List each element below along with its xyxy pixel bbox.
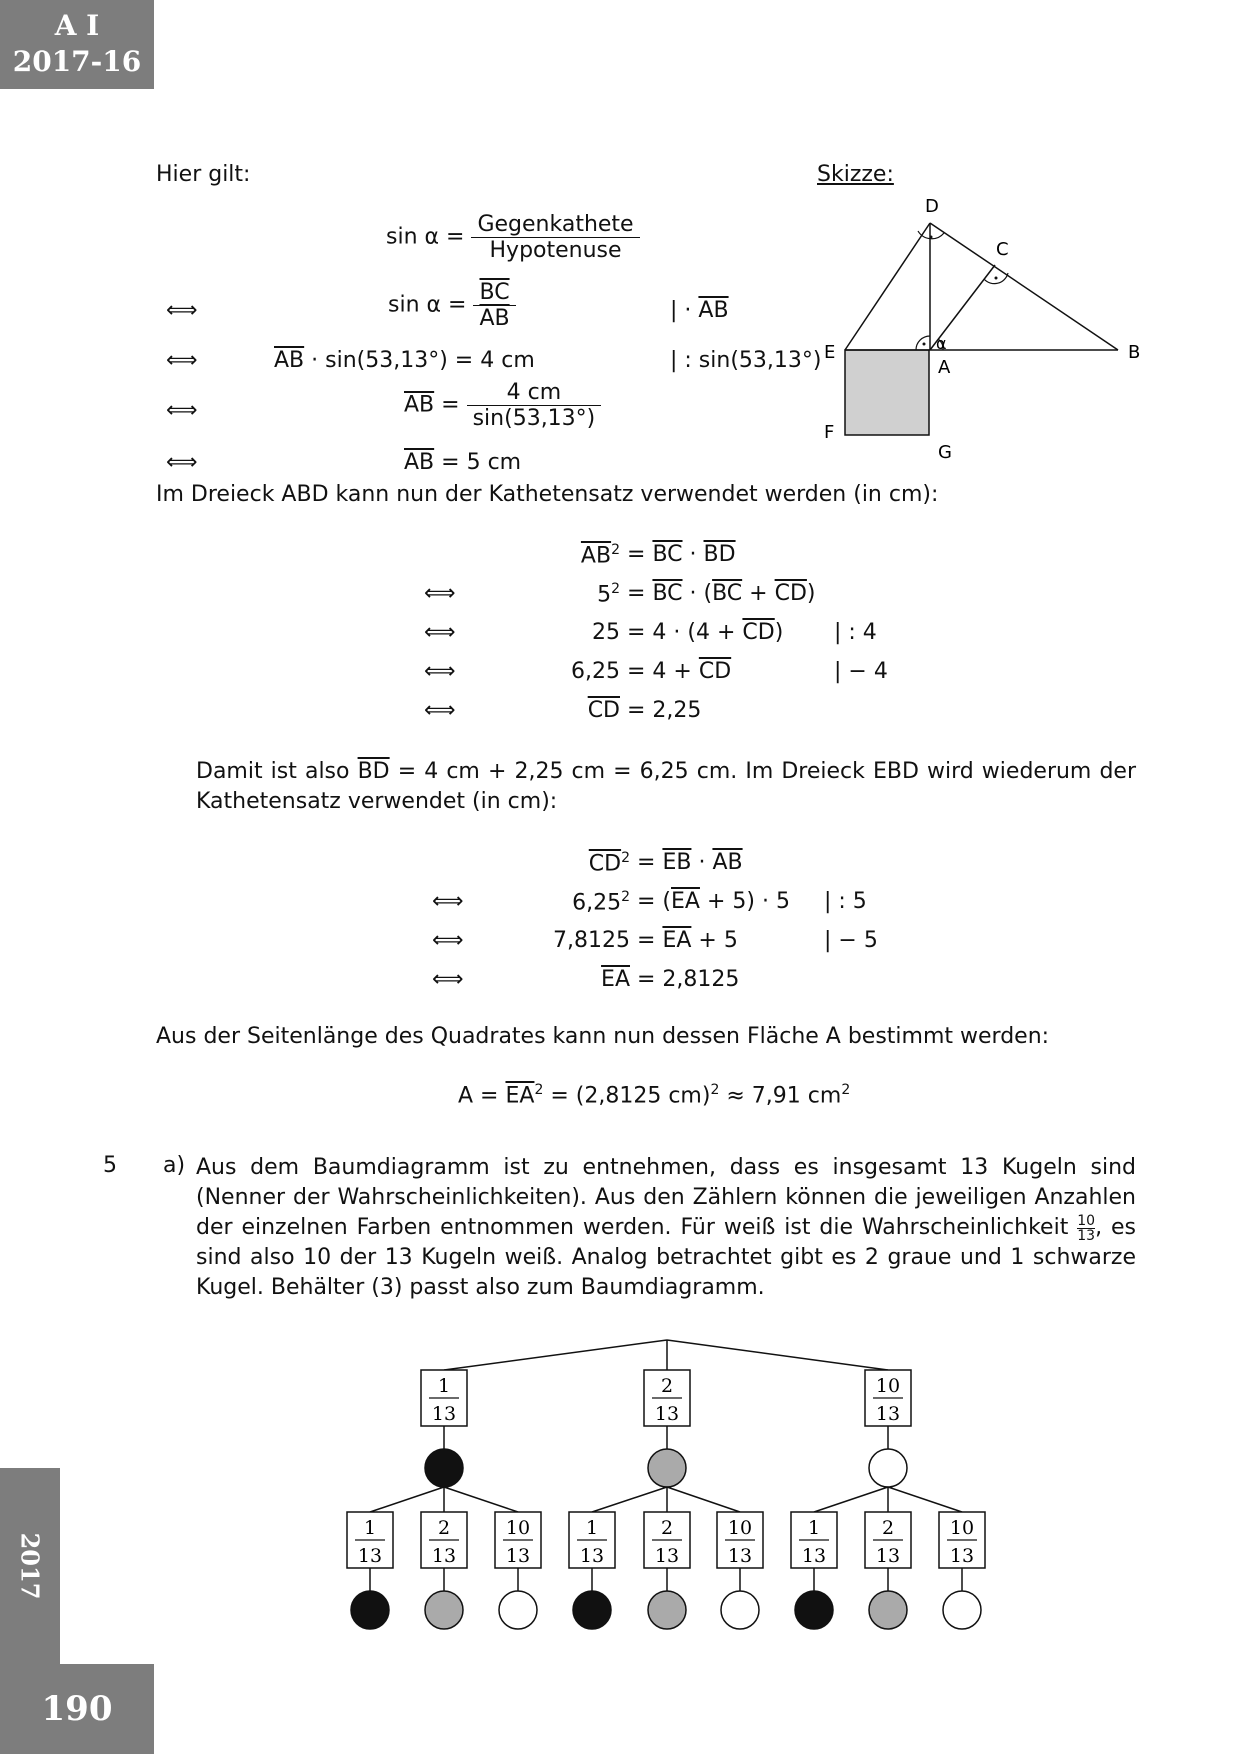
tree-l2-prob-numerator: 2 [660,1517,674,1539]
seg: $\overline{AB}$ [404,450,435,475]
eq3-r1-lhs [510,850,630,876]
operation-note: | : 5 [824,889,867,914]
square-efga [845,350,929,435]
right-angle-dot [923,343,926,346]
equiv-arrow: ⟺ [166,348,198,373]
task-label: a) [163,1153,186,1178]
equiv-arrow: ⟺ [424,698,456,723]
eq-lhs: sin α = [386,224,465,250]
tree-l2-prob-numerator: 2 [881,1517,895,1539]
eq2-r3-rhs [620,620,783,645]
tree-l2-prob-denominator: 13 [801,1545,827,1567]
eq2-r2-lhs [500,581,620,607]
ball-black-icon [351,1591,389,1629]
tree-l2-prob-denominator: 13 [654,1545,680,1567]
fraction [467,380,602,431]
ball-black-icon [573,1591,611,1629]
seg: $\overline{AB}$ [274,348,305,373]
label-b: B [1128,342,1141,363]
paren: ) [774,620,784,645]
tree-branch-l1 [667,1340,888,1370]
eq-sign: = [637,928,656,953]
label-a: A [938,357,951,378]
tree-branch-l2 [444,1487,518,1512]
denominator: AB [479,306,510,331]
tree-l2-prob-denominator: 13 [579,1545,605,1567]
tree-l2-prob-numerator: 10 [505,1517,531,1539]
tree-branch-l2 [814,1487,888,1512]
numerator: Gegenkathete [471,212,639,238]
intro-text: Hier gilt: [156,162,251,187]
expr: A = [458,1083,499,1109]
sup: 2 [611,542,620,558]
seg: $\overline{EB}$ [662,850,692,875]
eq2-r4-rhs [620,659,731,684]
seg: $\overline{BD}$ [703,542,736,567]
side-db [930,223,1118,350]
ball-gray-icon [869,1591,907,1629]
seg: $\overline{CD}$ [698,659,732,684]
eq3-r1-rhs [630,850,743,875]
tree-l1-prob-numerator: 10 [875,1375,901,1397]
eq-sign: = [441,392,460,418]
area-text: Aus der Seitenlänge des Quadrates kann nun dessen Fläche A bestimmt werden: [156,1024,1050,1049]
eq3-r3-lhs: 7,8125 [553,928,630,953]
eq2-r2-rhs [620,581,816,606]
op-dot: · [684,298,692,323]
operation-note: | − 5 [824,928,878,953]
expr: = ( [637,889,672,914]
tree-l2-prob-denominator: 13 [357,1545,383,1567]
seg: $\overline{BC}$ [652,542,683,567]
eq-line4 [404,380,601,431]
equiv-arrow: ⟺ [166,398,198,423]
ball-gray-icon [425,1591,463,1629]
tree-l1-prob-denominator: 13 [654,1403,680,1425]
denominator: Hypotenuse [489,238,622,263]
tree-l2-prob-denominator: 13 [505,1545,531,1567]
fraction [473,280,515,331]
seg: $\overline{BC}$ [652,581,683,606]
expr: = 4 · (4 + [627,620,736,645]
eq3-r4-rhs [630,967,739,992]
seg: $\overline{AB}$ [580,543,612,569]
tree-branch-l2 [592,1487,667,1512]
task-number: 5 [103,1153,117,1178]
tree-l2-prob-numerator: 1 [585,1517,599,1539]
tree-branch-l1 [444,1340,667,1370]
tree-l2-prob-denominator: 13 [949,1545,975,1567]
tree-l2-prob-denominator: 13 [431,1545,457,1567]
expr: ≈ 7,91 cm [726,1083,842,1109]
chapter-tab-line2: 2017-16 [12,45,142,78]
text: , es sind also 10 der 13 Kugeln weiß. Analog betrachtet gibt es 2 graue und 1 schwarze Kugel. Behälter (3) passt also zum Baumdiagramm. [196,1215,1137,1300]
denominator: 13 [1077,1227,1096,1244]
equiv-arrow: ⟺ [166,450,198,475]
op-dot: · [689,542,697,567]
chapter-tab [0,0,154,89]
tree-l1-prob-numerator: 1 [437,1375,451,1397]
ball-black-icon [425,1449,463,1487]
year-label: 2017 [15,1532,45,1600]
eq2-r5-lhs [500,698,620,723]
sup: 2 [621,850,630,866]
expr: + 5 [698,928,738,953]
num: 5 [597,582,612,608]
small-fraction [1077,1214,1095,1243]
seg: $\overline{BD}$ [357,759,390,784]
tree-l2-prob-numerator: 1 [363,1517,377,1539]
task-5a-text [196,1153,1136,1303]
tree-l2-prob-denominator: 13 [727,1545,753,1567]
seg: $\overline{BC}$ [712,581,743,606]
right-angle-dot [930,236,933,239]
right-angle-dot [995,277,998,280]
paren: ) [806,581,816,606]
eq-rest: = 5 cm [441,450,522,475]
op-seg: $\overline{AB}$ [698,298,729,323]
equiv-arrow: ⟺ [424,620,456,645]
tree-branch-l2 [667,1487,740,1512]
eq3-r2-lhs [510,889,630,915]
outro-text: Im Dreieck ABD kann nun der Kathetensatz verwendet werden (in cm): [156,482,939,507]
seg: $\overline{CD}$ [588,851,622,877]
seg: $\overline{AB}$ [712,850,743,875]
eq-sign: = [637,850,656,875]
ball-gray-icon [648,1449,686,1487]
label-f: F [824,422,835,443]
tree-l2-prob-denominator: 13 [875,1545,901,1567]
tree-l1-prob-denominator: 13 [875,1403,901,1425]
sup: 2 [841,1082,851,1098]
ball-white-icon [869,1449,907,1487]
fraction [471,212,639,263]
sup: 2 [611,581,620,597]
equiv-arrow: ⟺ [432,928,464,953]
eq-sine-ratio [388,280,516,331]
eq-line5 [404,450,521,475]
ball-gray-icon [648,1591,686,1629]
eq-lhs: sin α = [388,292,467,318]
eq2-r4-lhs: 6,25 [571,659,620,684]
eq-sine-definition [386,212,640,263]
eq3-r3-rhs [630,928,738,953]
equiv-arrow: ⟺ [424,659,456,684]
expr: = 2,25 [627,698,702,723]
seg: $\overline{EA}$ [662,928,692,953]
label-g: G [938,442,952,463]
sup: 2 [534,1082,544,1098]
seg: $\overline{CD}$ [587,698,620,723]
seg: $\overline{EA}$ [601,967,630,992]
label-c: C [996,239,1009,260]
seg: $\overline{AB}$ [404,392,435,418]
geometry-sketch [810,195,1160,475]
op: + [749,581,768,606]
eq2-r1-lhs [500,542,620,568]
tree-l1-prob-numerator: 2 [660,1375,674,1397]
operation-note: | − 4 [834,659,888,684]
ball-white-icon [943,1591,981,1629]
op-bar: | [670,298,678,323]
op-dot: · [698,850,706,875]
seg: $\overline{EA}$ [671,889,700,914]
seg: $\overline{EA}$ [505,1083,535,1109]
tree-branch-l2 [888,1487,962,1512]
equiv-arrow: ⟺ [166,298,198,323]
operation-note: | : 4 [834,620,877,645]
sup: 2 [710,1082,720,1098]
sup: 2 [621,889,630,905]
tree-l2-prob-numerator: 2 [437,1517,451,1539]
chapter-tab-line1: A I [54,9,100,42]
tree-l1-prob-denominator: 13 [431,1403,457,1425]
area-formula [458,1082,850,1108]
numerator: 10 [1077,1212,1096,1229]
eq-rest: · sin(53,13°) = 4 cm [311,348,535,373]
equiv-arrow: ⟺ [432,889,464,914]
seg: $\overline{CD}$ [742,620,775,645]
operation-note: | : sin(53,13°) [670,348,822,373]
text: Aus dem Baumdiagramm ist zu entnehmen, dass es insgesamt 13 Kugeln sind (Nenner der Wahrscheinlichkeiten). Aus den Zählern können die jeweiligen Anzahlen der einzelnen Farben entnommen werden. Für weiß ist die Wahrscheinlichkeit [196,1155,1136,1240]
paragraph-bd [196,757,1136,817]
ball-black-icon [795,1591,833,1629]
equiv-arrow: ⟺ [432,967,464,992]
sketch-label: Skizze: [817,162,894,187]
tree-branch-l2 [370,1487,444,1512]
operation-note [670,298,729,323]
expr: = (2,8125 cm) [550,1083,711,1109]
eq3-r4-lhs [510,967,630,992]
expr: = 4 + [627,659,692,684]
tree-l2-prob-numerator: 10 [949,1517,975,1539]
expr: · ( [689,581,713,606]
eq-sign: = [627,581,646,606]
tree-l2-prob-numerator: 1 [807,1517,821,1539]
label-e: E [824,342,836,363]
numerator: $\overline{BC}$ [473,280,515,306]
denominator: sin(53,13°) [472,406,596,431]
seg: $\overline{CD}$ [774,581,807,606]
expr: + 5) · 5 [706,889,790,914]
eq2-r3-lhs: 25 [592,620,620,645]
tree-diagram [330,1330,1010,1640]
eq3-r2-rhs [630,889,790,914]
text: = 4 cm + 2,25 cm = 6,25 cm. Im Dreieck EBD wird wiederum der Kathetensatz verwendet (in cm): [196,759,1136,814]
eq2-r1-rhs [620,542,736,567]
numerator: 4 cm [467,380,602,406]
equiv-arrow: ⟺ [424,581,456,606]
page-number: 190 [0,1664,154,1754]
ball-white-icon [721,1591,759,1629]
label-alpha: α [936,334,947,353]
eq-sign: = [627,542,646,567]
text: Damit ist also [196,759,350,784]
tree-l2-prob-numerator: 10 [727,1517,753,1539]
label-d: D [925,196,939,217]
eq2-r5-rhs [620,698,701,723]
eq-line3 [274,348,535,373]
num: 6,25 [572,890,622,916]
ball-white-icon [499,1591,537,1629]
year-tab [0,1468,60,1664]
side-ed [845,223,930,350]
expr: = 2,8125 [637,967,740,992]
